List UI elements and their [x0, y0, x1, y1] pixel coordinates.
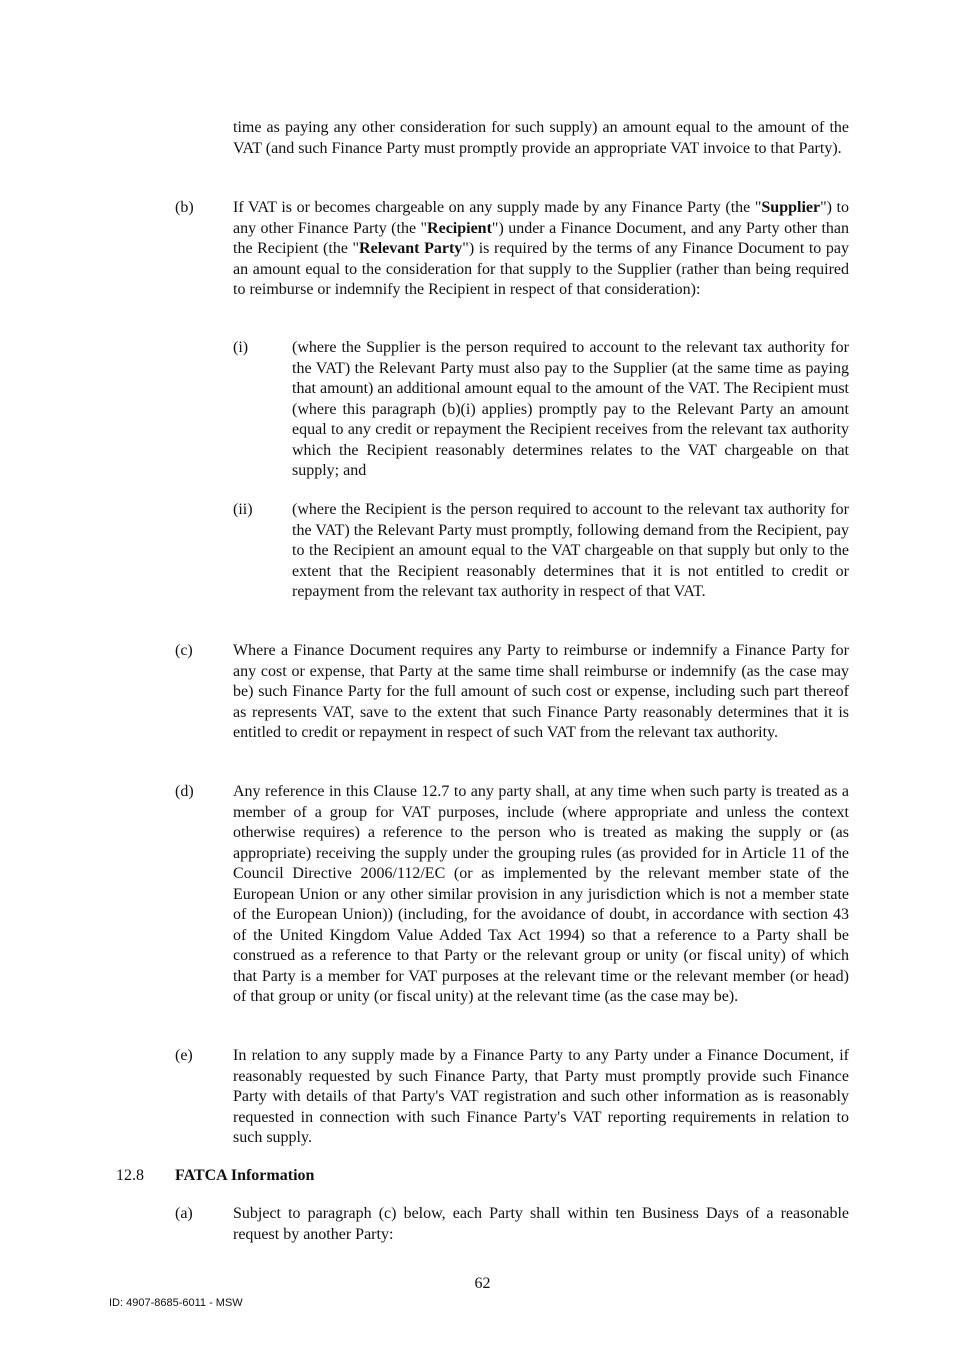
- para-a2-label: (a): [175, 1205, 193, 1222]
- para-b-text-2: ") to any other Finance Party (the ": [233, 199, 849, 237]
- document-id: ID: 4907-8685-6011 - MSW: [109, 1297, 243, 1309]
- para-e-label: (e): [175, 1047, 193, 1064]
- term-supplier: Supplier: [761, 199, 821, 216]
- para-a2-text: Subject to paragraph (c) below, each Party shall within ten Business Days of a reasonable request by another Party:: [233, 1205, 849, 1243]
- sub-ii-label: (ii): [233, 501, 253, 518]
- para-b-text-3: ") under a Finance Document, and any Party other than the Recipient (the ": [233, 219, 849, 257]
- page-number: 62: [474, 1275, 491, 1292]
- para-b-text-1: If VAT is or becomes chargeable on any supply made by any Finance Party (the ": [233, 199, 762, 216]
- sub-ii-text: (where the Recipient is the person required to account to the relevant tax authority for the VAT) the Relevant Party must promptly, following demand from the Recipient, pay to the Recipient an amount equal to the VAT chargeable on that supply but only to the extent that the Recipient reasonably determines that it is not entitled to credit or repayment from the relevant tax authority in respect of that VAT.: [292, 501, 849, 600]
- term-recipient: Recipient: [427, 219, 492, 237]
- para-d-text: Any reference in this Clause 12.7 to any party shall, at any time when such party is treated as a member of a group for VAT purposes, include (where appropriate and unless the context otherwise requires) a reference to the person who is treated as making the supply or (as appropriate) receiving the supply under the grouping rules (as provided for in Article 11 of the Council Directive 2006/112/EC (or as implemented by the relevant member state of the European Union or any other similar provision in any jurisdiction which is not a member state of the European Union)) (including, for the avoidance of doubt, in accordance with section 43 of the United Kingdom Value Added Tax Act 1994) so that a reference to a Party shall be construed as a reference to that Party or the relevant group or unity (or fiscal unity) of which that Party is a member for VAT purposes at the relevant time or the relevant member (or head) of that group or unity (or fiscal unity) at the relevant time (as the case may be).: [233, 783, 849, 1005]
- term-relevant-party: Relevant Party: [359, 240, 463, 257]
- para-b-text: [233, 198, 849, 301]
- sub-i-label: (i): [233, 339, 249, 356]
- para-b-label: (b): [175, 199, 194, 216]
- sub-i-text: (where the Supplier is the person required to account to the relevant tax authority for the VAT) the Relevant Party must also pay to the Supplier (at the same time as paying that amount) an additional amount equal to the amount of the VAT. The Recipient must (where this paragraph (b)(i) applies) promptly pay to the Relevant Party an amount equal to any credit or repayment the Recipient receives from the relevant tax authority which the Recipient reasonably determines relates to the VAT chargeable on that supply; and: [292, 339, 849, 479]
- para-d-label: (d): [175, 783, 194, 800]
- continuation-paragraph: time as paying any other consideration for such supply) an amount equal to the amount of the VAT (and such Finance Party must promptly provide an appropriate VAT invoice to that Party).: [233, 119, 849, 157]
- section-title: FATCA Information: [175, 1167, 315, 1184]
- section-number: 12.8: [116, 1167, 144, 1184]
- para-e-text: In relation to any supply made by a Finance Party to any Party under a Finance Document, if reasonably requested by such Finance Party, that Party must promptly provide such Finance Party with details of that Party's VAT registration and such other information as is reasonably requested in connection with such Finance Party's VAT reporting requirements in relation to such supply.: [233, 1047, 849, 1146]
- para-c-text: Where a Finance Document requires any Party to reimburse or indemnify a Finance Party for any cost or expense, that Party at the same time shall reimburse or indemnify (as the case may be) such Finance Party for the full amount of such cost or expense, including such part thereof as represents VAT, save to the extent that such Finance Party reasonably determines that it is entitled to credit or repayment in respect of such VAT from the relevant tax authority.: [233, 642, 849, 741]
- para-c-label: (c): [175, 642, 193, 659]
- para-b-text-4: ") is required by the terms of any Finance Document to pay an amount equal to the consideration for that supply to the Supplier (rather than being required to reimburse or indemnify the Recipient in respect of that consideration):: [233, 240, 850, 298]
